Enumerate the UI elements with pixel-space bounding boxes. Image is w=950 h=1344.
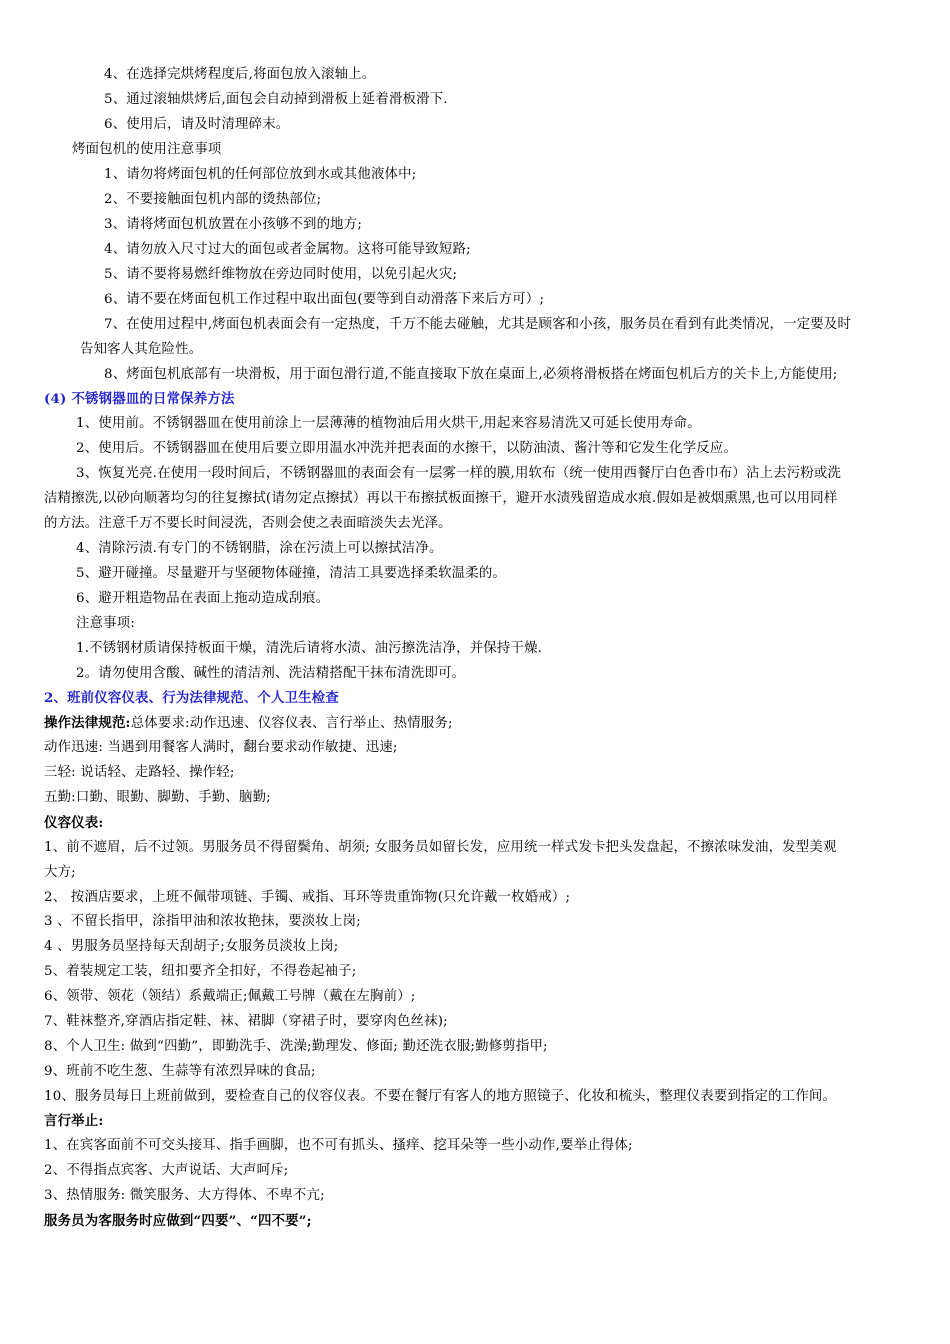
appearance-item-6: 6、领带、领花（领结）系戴端正;佩戴工号牌（戴在左胸前）; (44, 989, 416, 1004)
ops-text: 总体要求:动作迅速、仪容仪表、言行举止、热情服务; (130, 716, 453, 731)
toaster-notes-heading: 烤面包机的使用注意事项 (72, 142, 222, 157)
appearance-item-5: 5、着装规定工装，纽扣要齐全扣好，不得卷起袖子; (44, 964, 357, 979)
toaster-note-1: 1、请勿将烤面包机的任何部位放到水或其他液体中; (104, 167, 417, 182)
toaster-note-6: 6、请不要在烤面包机工作过程中取出面包(要等到自动滑落下来后方可）; (104, 292, 545, 307)
appearance-item-9: 9、班前不吃生葱、生蒜等有浓烈异味的食品; (44, 1064, 316, 1079)
stainless-item-1: 1、使用前。不锈钢器皿在使用前涂上一层薄薄的植物油后用火烘干,用起来容易清洗又可延长使用寿命。 (76, 416, 701, 431)
appearance-heading: 仪容仪表: (44, 815, 104, 831)
appearance-item-4: 4 、男服务员坚持每天刮胡子;女服务员淡妆上岗; (44, 939, 339, 954)
toaster-step-4: 4、在选择完烘烤程度后,将面包放入滚轴上。 (104, 67, 376, 82)
conduct-item-2: 2、不得指点宾客、大声说话、大声呵斥; (44, 1163, 289, 1178)
stainless-note-1: 1.不锈钢材质请保持板面干燥，清洗后请将水渍、油污擦洗洁净，并保持干燥. (76, 641, 543, 656)
ops-line-1: 动作迅速: 当遇到用餐客人满时，翻台要求动作敏捷、迅速; (44, 740, 398, 755)
toaster-step-5: 5、通过滚轴烘烤后,面包会自动掉到滑板上延着滑板滑下. (104, 92, 448, 107)
stainless-notes-label: 注意事项: (76, 616, 136, 631)
stainless-item-2: 2、使用后。不锈钢器皿在使用后要立即用温水冲洗并把表面的水擦干，以防油渍、酱汁等和它发生化学反应。 (76, 441, 738, 456)
appearance-item-7: 7、鞋袜整齐,穿酒店指定鞋、袜、裙脚（穿裙子时，要穿肉色丝袜); (44, 1014, 448, 1029)
conduct-heading: 言行举止: (44, 1113, 104, 1129)
stainless-item-4: 4、清除污渍.有专门的不锈钢腊，涂在污渍上可以擦拭洁净。 (76, 541, 443, 556)
section2-heading: 2、班前仪容仪表、行为法律规范、个人卫生检查 (44, 690, 339, 706)
ops-line-2: 三轻: 说话轻、走路轻、操作轻; (44, 765, 235, 780)
toaster-note-7: 7、在使用过程中,烤面包机表面会有一定热度，千万不能去碰触，尤其是顾客和小孩，服务员在看到有此类情况，一定要及时 (104, 317, 852, 332)
stainless-heading: (4) 不锈钢器皿的日常保养方法 (44, 391, 235, 407)
appearance-item-3: 3 、不留长指甲，涂指甲油和浓妆艳抹，要淡妆上岗; (44, 914, 361, 929)
final-heading: 服务员为客服务时应做到“四要”、“四不要”; (44, 1213, 312, 1229)
ops-line (44, 714, 453, 733)
stainless-item-3-cont2: 的方法。注意千万不要长时间浸洗，否则会使之表面暗淡失去光泽。 (44, 516, 452, 531)
toaster-note-4: 4、请勿放入尺寸过大的面包或者金属物。这将可能导致短路; (104, 242, 471, 257)
toaster-note-5: 5、请不要将易燃纤维物放在旁边同时使用，以免引起火灾; (104, 267, 458, 282)
stainless-item-3: 3、恢复光亮.在使用一段时间后，不锈钢器皿的表面会有一层雾一样的膜,用软布（统一使用西餐厅白色香巾布）沾上去污粉或洗 (76, 466, 842, 481)
conduct-item-1: 1、在宾客面前不可交头接耳、指手画脚，也不可有抓头、搔痒、挖耳朵等一些小动作,要举止得体; (44, 1138, 633, 1153)
ops-line-3: 五勤:口勤、眼勤、脚勤、手勤、脑勤; (44, 790, 271, 805)
stainless-item-6: 6、避开粗造物品在表面上拖动造成刮痕。 (76, 591, 330, 606)
stainless-note-2: 2。请勿使用含酸、碱性的清洁剂、洗洁精搭配干抹布清洗即可。 (76, 666, 466, 681)
ops-label: 操作法律规范: (44, 715, 131, 731)
appearance-item-10: 10、服务员每日上班前做到，要检查自己的仪容仪表。不要在餐厅有客人的地方照镜子、化妆和梳头，整理仪表要到指定的工作间。 (44, 1089, 837, 1104)
toaster-note-8: 8、烤面包机底部有一块滑板，用于面包滑行道,不能直接取下放在桌面上,必须将滑板搭在烤面包机后方的关卡上,方能使用; (104, 367, 838, 382)
appearance-item-1: 1、前不遮眉，后不过领。男服务员不得留鬓角、胡须; 女服务员如留长发，应用统一样式发卡把头发盘起，不擦浓味发油，发型美观 (44, 840, 837, 855)
toaster-note-2: 2、不要接触面包机内部的烫热部位; (104, 192, 322, 207)
toaster-step-6: 6、使用后，请及时清理碎末。 (104, 117, 290, 132)
stainless-item-3-cont1: 洁精擦洗,以砂向顺著均匀的往复擦拭(请勿定点擦拭）再以干布擦拭板面擦干，避开水渍残留造成水痕.假如是被烟熏黑,也可以用同样 (44, 491, 838, 506)
toaster-note-3: 3、请将烤面包机放置在小孩够不到的地方; (104, 217, 363, 232)
toaster-note-7-cont: 告知客人其危险性。 (80, 342, 203, 357)
conduct-item-3: 3、热情服务: 微笑服务、大方得体、不卑不亢; (44, 1188, 325, 1203)
appearance-item-8: 8、个人卫生: 做到“四勤”，即勤洗手、洗澡;勤理发、修面; 勤还洗衣服;勤修剪指甲; (44, 1039, 548, 1054)
stainless-item-5: 5、避开碰撞。尽量避开与坚硬物体碰撞，清洁工具要选择柔软温柔的。 (76, 566, 507, 581)
appearance-item-2: 2、 按酒店要求，上班不佩带项链、手镯、戒指、耳环等贵重饰物(只允许戴一枚婚戒）; (44, 890, 571, 905)
appearance-item-1-cont: 大方; (44, 865, 76, 880)
